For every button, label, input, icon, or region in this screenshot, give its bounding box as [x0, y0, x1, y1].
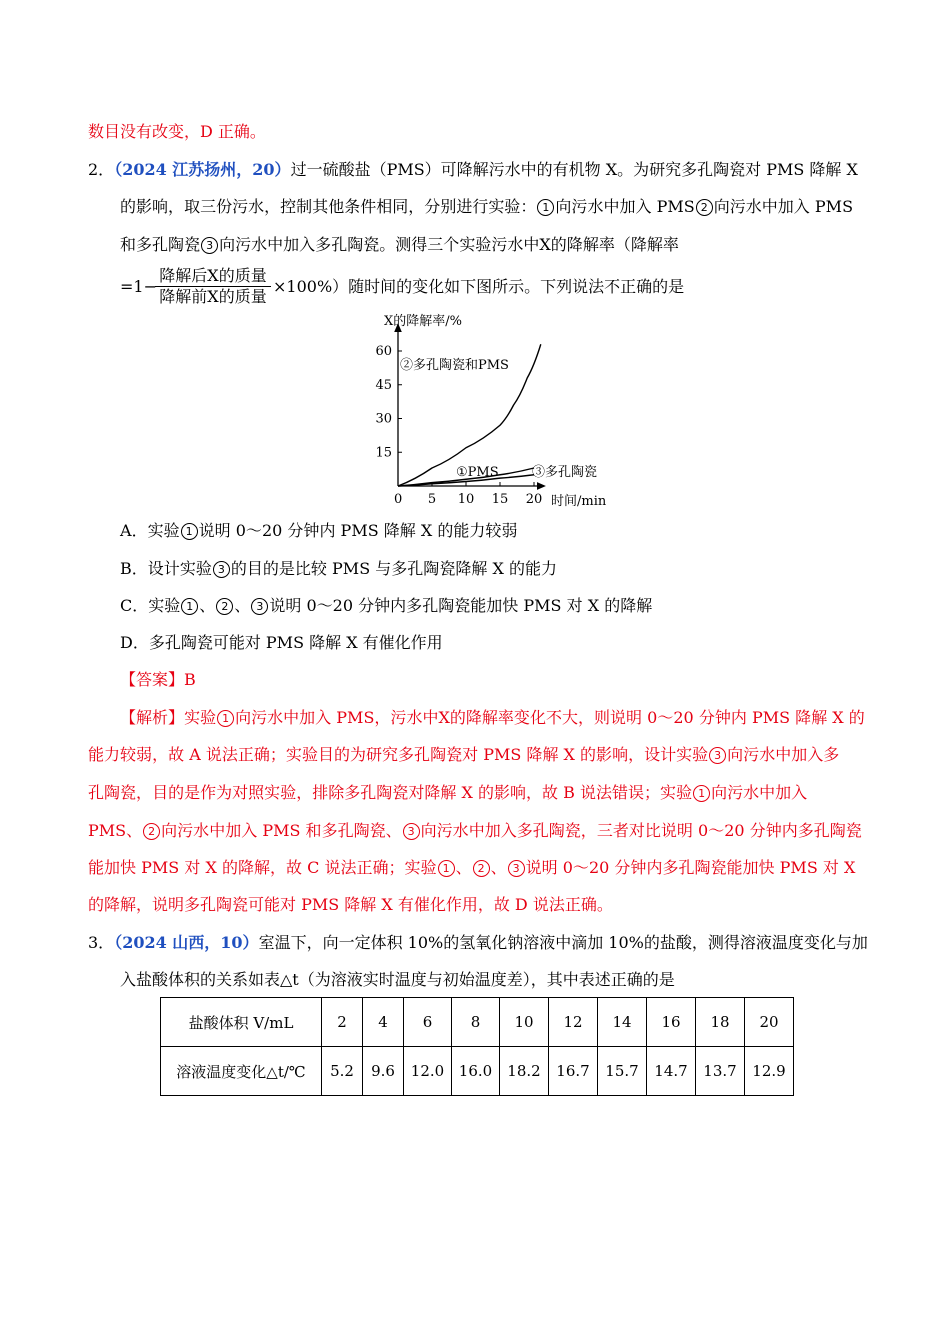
series-label-1: ①PMS: [456, 465, 499, 480]
table-cell: 16.7: [549, 1047, 598, 1096]
circled-number: 3: [709, 747, 726, 764]
circled-number: 1: [217, 710, 234, 727]
table-cell: 12.9: [745, 1047, 794, 1096]
table-cell: 10: [500, 998, 549, 1047]
q2-stem-line-3: 和多孔陶瓷 3 向污水中加入多孔陶瓷。测得三个实验污水中X的降解率（降解率: [120, 235, 679, 254]
formula-fraction: [155, 266, 271, 307]
q3-stem-text: 室温下，向一定体积 10%的氢氧化钠溶液中滴加 10%的盐酸，测得溶液温度变化与加: [258, 933, 868, 952]
circled-number: 3: [213, 561, 230, 578]
option-a: A．实验 1 说明 0～20 分钟内 PMS 降解 X 的能力较弱: [120, 521, 518, 540]
x-tick-label: 5: [427, 492, 437, 507]
q2-answer: 【答案】B: [120, 670, 196, 689]
table-cell: 18: [696, 998, 745, 1047]
analysis-line-4: PMS、 2 向污水中加入 PMS 和多孔陶瓷、 3 向污水中加入多孔陶瓷，三者对比说明 0～20 分钟内多孔陶瓷: [88, 821, 862, 840]
q3-stem-line-1: [88, 933, 868, 953]
circled-number: 2: [473, 860, 490, 877]
formula-prefix: =1−: [120, 277, 157, 296]
table-cell: 20: [745, 998, 794, 1047]
x-tick-label: 15: [491, 492, 509, 507]
table-cell: 8: [452, 998, 500, 1047]
q2-number: 2．: [88, 160, 115, 179]
circled-number: 1: [181, 523, 198, 540]
analysis-line-2: 能力较弱，故 A 说法正确；实验目的为研究多孔陶瓷对 PMS 降解 X 的影响，设计实验 3 向污水中加入多: [88, 745, 840, 764]
table-row-temperature: [161, 1047, 794, 1096]
formula-denominator: 降解前X的质量: [159, 287, 267, 306]
q2-stem-text: 过一硫酸盐（PMS）可降解污水中的有机物 X。为研究多孔陶瓷对 PMS 降解 X: [290, 160, 858, 179]
series-label-3: ③多孔陶瓷: [532, 465, 598, 480]
y-axis-label: X的降解率/%: [384, 314, 462, 329]
analysis-line-5: 能加快 PMS 对 X 的降解，故 C 说法正确；实验 1 、 2 、 3 说明 0～20 分钟内多孔陶瓷能加快 PMS 对 X: [88, 858, 856, 877]
table-cell: 6: [404, 998, 452, 1047]
table-cell: 16.0: [452, 1047, 500, 1096]
table-cell: 13.7: [696, 1047, 745, 1096]
circled-number: 3: [508, 860, 525, 877]
option-c: C．实验 1 、 2 、 3 说明 0～20 分钟内多孔陶瓷能加快 PMS 对 X 的降解: [120, 596, 653, 615]
option-b: B．设计实验 3 的目的是比较 PMS 与多孔陶瓷降解 X 的能力: [120, 559, 557, 578]
table-cell: 14: [598, 998, 647, 1047]
table-cell: 4: [363, 998, 404, 1047]
table-cell: 12: [549, 998, 598, 1047]
q3-number: 3．: [88, 933, 115, 952]
circled-number: 1: [537, 199, 554, 216]
table-cell: 9.6: [363, 1047, 404, 1096]
table-cell: 14.7: [647, 1047, 696, 1096]
table-header-volume: 盐酸体积 V/mL: [161, 998, 322, 1047]
circled-number: 2: [696, 199, 713, 216]
circled-number: 3: [201, 237, 218, 254]
circled-number: 2: [216, 598, 233, 615]
y-tick-label: 60: [375, 344, 392, 359]
q2-stem-line-2: 的影响，取三份污水，控制其他条件相同，分别进行实验： 1 向污水中加入 PMS 2 向污水中加入 PMS: [120, 197, 854, 216]
circled-number: 3: [403, 823, 420, 840]
formula-numerator: 降解后X的质量: [159, 266, 267, 285]
option-d: D．多孔陶瓷可能对 PMS 降解 X 有催化作用: [120, 633, 443, 652]
circled-number: 1: [438, 860, 455, 877]
analysis-line-1: 【解析】实验 1 向污水中加入 PMS，污水中X的降解率变化不大，则说明 0～20 分钟内 PMS 降解 X 的: [120, 708, 865, 727]
series-label-2: ②多孔陶瓷和PMS: [400, 358, 509, 373]
circled-number: 1: [693, 785, 710, 802]
analysis-line-3: 孔陶瓷，目的是作为对照实验，排除多孔陶瓷对降解 X 的影响，故 B 说法错误；实验 1 向污水中加入: [88, 783, 808, 802]
formula-suffix: ×100%）随时间的变化如下图所示。下列说法不正确的是: [273, 277, 685, 296]
table-cell: 16: [647, 998, 696, 1047]
table-row-volume: [161, 998, 794, 1047]
q3-source: （2024 山西，10）: [114, 933, 259, 952]
table-cell: 15.7: [598, 1047, 647, 1096]
x-axis-label: 时间/min: [551, 494, 607, 509]
q2-stem-line-1: [88, 160, 858, 180]
q3-stem-line-2: 入盐酸体积的关系如表△t（为溶液实时温度与初始温度差），其中表述正确的是: [120, 970, 675, 989]
previous-analysis-tail: 数目没有改变，D 正确。: [88, 122, 266, 141]
table-cell: 2: [322, 998, 363, 1047]
table-cell: 5.2: [322, 1047, 363, 1096]
circled-number: 1: [181, 598, 198, 615]
y-tick-label: 45: [375, 377, 392, 393]
y-tick-label: 30: [375, 411, 392, 427]
q2-source: （2024 江苏扬州，20）: [114, 160, 291, 179]
table-header-temperature: 溶液温度变化△t/℃: [161, 1047, 322, 1096]
degradation-chart: [360, 305, 620, 517]
circled-number: 2: [143, 823, 160, 840]
analysis-line-6: 的降解，说明多孔陶瓷可能对 PMS 降解 X 有催化作用，故 D 说法正确。: [88, 895, 613, 914]
x-tick-label: 20: [525, 492, 543, 507]
circled-number: 3: [251, 598, 268, 615]
temperature-table: [160, 997, 794, 1096]
table-cell: 18.2: [500, 1047, 549, 1096]
table-cell: 12.0: [404, 1047, 452, 1096]
origin-label: 0: [394, 492, 403, 507]
y-tick-label: 15: [375, 445, 392, 461]
x-tick-label: 10: [457, 492, 475, 507]
